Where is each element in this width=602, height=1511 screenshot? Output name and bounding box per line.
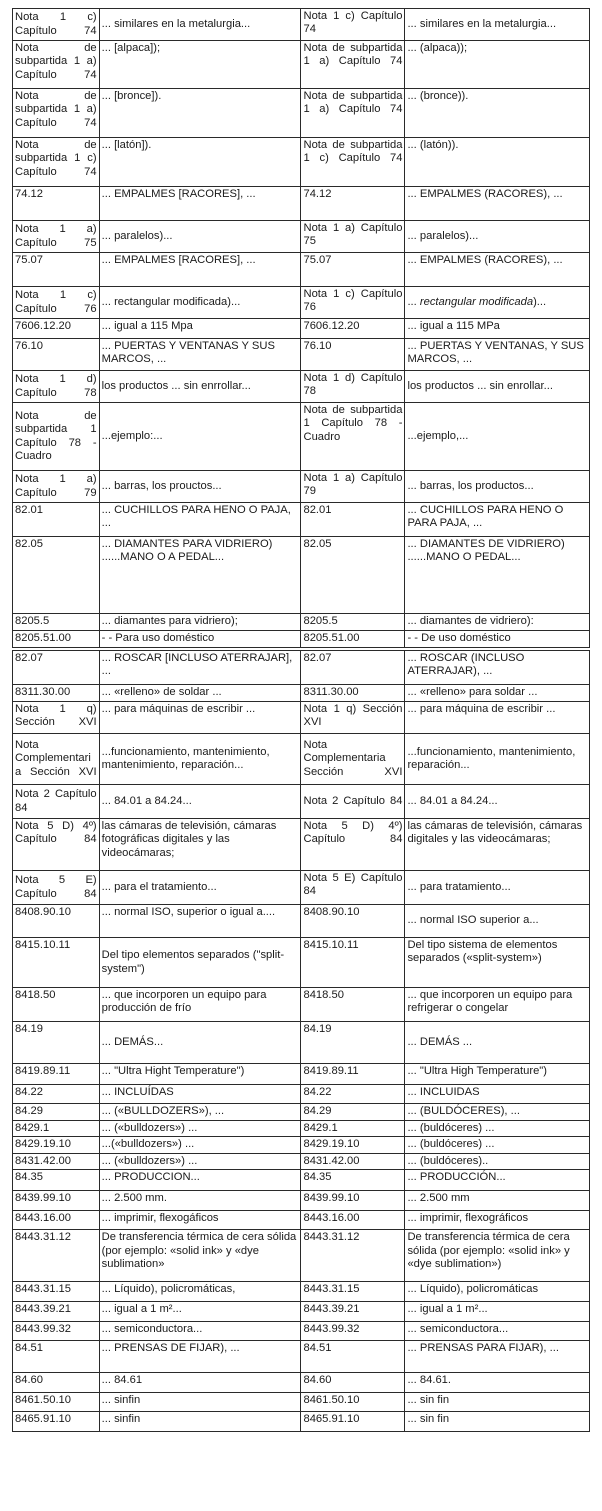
corrected-text-cell: - - De uso doméstico [405, 631, 590, 648]
table-row [13, 819, 590, 871]
corrected-text-cell: ... Líquido), policromáticas [405, 1282, 590, 1302]
corrected-text-cell: ... normal ISO superior a... [405, 905, 590, 938]
original-reference-cell: 8429.19.10 [13, 1137, 100, 1153]
table-row [13, 905, 590, 938]
corrected-text-cell: ... EMPALMES (RACORES), ... [405, 253, 590, 287]
corrected-text-cell: ... EMPALMES (RACORES), ... [405, 187, 590, 221]
corrected-text-cell: ... "Ultra High Temperature") [405, 1064, 590, 1085]
original-text-cell: ... ROSCAR [INCLUSO ATERRAJAR], ... [99, 651, 301, 685]
table-row [13, 1302, 590, 1322]
corrected-text-cell: ... para máquina de escribir ... [405, 702, 590, 734]
corrected-reference-cell: 84.60 [301, 1373, 405, 1393]
table-row [13, 1121, 590, 1137]
table-row [13, 1170, 590, 1191]
original-text-cell: - - Para uso doméstico [99, 631, 301, 648]
table-row [13, 785, 590, 819]
table-row [13, 187, 590, 221]
original-text-cell: De transferencia térmica de cera sólida (por ejemplo: «solid ink» y «dye sublimation» [99, 1230, 301, 1282]
original-reference-cell: 8418.50 [13, 988, 100, 1022]
comparison-table-part-1 [12, 8, 590, 648]
corrected-reference-cell: 8461.50.10 [301, 1393, 405, 1412]
corrected-text-cell: ... igual a 1 m²... [405, 1302, 590, 1322]
corrected-text-cell: ...funcionamiento, mantenimiento, reparación... [405, 734, 590, 785]
original-text-cell: Del tipo elementos separados ("split-system") [99, 938, 301, 988]
corrected-reference-cell: 82.01 [301, 503, 405, 537]
original-reference-cell: 8419.89.11 [13, 1064, 100, 1085]
corrected-reference-cell: 82.05 [301, 537, 405, 614]
original-text-cell: ... para máquinas de escribir ... [99, 702, 301, 734]
corrected-text-cell: ... rectangular modificada)... [405, 287, 590, 319]
table-row [13, 1137, 590, 1153]
original-text-cell: ... igual a 1 m²... [99, 1302, 301, 1322]
original-reference-cell: Nota 1 c) Capítulo 74 [13, 9, 100, 41]
original-text-cell: ... similares en la metalurgia... [99, 9, 301, 41]
table-row [13, 1104, 590, 1121]
table-row [13, 537, 590, 614]
corrected-text-cell: De transferencia térmica de cera sólida (por ejemplo: «solid ink» y «dye sublimation») [405, 1230, 590, 1282]
original-reference-cell: Nota de subpartida 1 c) Capítulo 74 [13, 138, 100, 187]
corrected-reference-cell: 8205.5 [301, 614, 405, 631]
original-text-cell: ... Líquido), policromáticas, [99, 1282, 301, 1302]
table-row [13, 41, 590, 89]
original-reference-cell: 84.29 [13, 1104, 100, 1121]
corrected-reference-cell: 8443.16.00 [301, 1211, 405, 1230]
corrected-text-cell: ... PRENSAS PARA FIJAR), ... [405, 1341, 590, 1373]
corrected-reference-cell: 8431.42.00 [301, 1153, 405, 1169]
corrected-reference-cell: 7606.12.20 [301, 319, 405, 339]
corrected-reference-cell: 8415.10.11 [301, 938, 405, 988]
original-reference-cell: 8465.91.10 [13, 1412, 100, 1432]
original-text-cell: ... sinfin [99, 1393, 301, 1412]
corrected-reference-cell: Nota 1 c) Capítulo 74 [301, 9, 405, 41]
original-text-cell: ... «relleno» de soldar ... [99, 685, 301, 702]
corrected-reference-cell: 8439.99.10 [301, 1191, 405, 1211]
original-text-cell: ... INCLUÍDAS [99, 1085, 301, 1104]
original-reference-cell: Nota Complementaria Sección XVI [13, 734, 100, 785]
corrected-text-cell: ... imprimir, flexográficos [405, 1211, 590, 1230]
table-row [13, 471, 590, 503]
table-row [13, 319, 590, 339]
corrected-text-cell: ... diamantes de vidriero): [405, 614, 590, 631]
table-row [13, 138, 590, 187]
original-reference-cell: 8443.16.00 [13, 1211, 100, 1230]
corrected-text-cell: ... PUERTAS Y VENTANAS, Y SUS MARCOS, ... [405, 339, 590, 371]
table-row [13, 651, 590, 685]
original-text-cell: ... DEMÁS... [99, 1022, 301, 1064]
corrected-reference-cell: 84.19 [301, 1022, 405, 1064]
corrected-text-cell: ... 84.01 a 84.24... [405, 785, 590, 819]
original-text-cell: ... CUCHILLOS PARA HENO O PAJA, ... [99, 503, 301, 537]
original-text-cell: ... paralelos)... [99, 221, 301, 253]
original-text-cell: ... PRENSAS DE FIJAR), ... [99, 1341, 301, 1373]
corrected-text-cell: ... igual a 115 MPa [405, 319, 590, 339]
corrected-text-cell: ... DIAMANTES DE VIDRIERO) ......MANO O PEDAL... [405, 537, 590, 614]
original-text-cell: ... imprimir, flexogáficos [99, 1211, 301, 1230]
original-text-cell: ... [bronce]). [99, 89, 301, 138]
corrected-text-cell: ... paralelos)... [405, 221, 590, 253]
corrected-reference-cell: Nota de subpartida 1 a) Capítulo 74 [301, 89, 405, 138]
original-text-cell: ... semiconductora... [99, 1322, 301, 1341]
original-reference-cell: 8408.90.10 [13, 905, 100, 938]
corrected-reference-cell: 8205.51.00 [301, 631, 405, 648]
corrected-reference-cell: Nota 1 a) Capítulo 79 [301, 471, 405, 503]
original-reference-cell: 8443.99.32 [13, 1322, 100, 1341]
corrected-reference-cell: 8443.39.21 [301, 1302, 405, 1322]
original-reference-cell: 82.05 [13, 537, 100, 614]
table-row [13, 988, 590, 1022]
table-row [13, 614, 590, 631]
original-reference-cell: 7606.12.20 [13, 319, 100, 339]
corrected-text-cell: ... (buldóceres) ... [405, 1121, 590, 1137]
corrected-text-cell: ... «relleno» para soldar ... [405, 685, 590, 702]
table-row [13, 371, 590, 403]
original-reference-cell: Nota 5 E) Capítulo 84 [13, 871, 100, 905]
corrected-reference-cell: 8429.1 [301, 1121, 405, 1137]
corrected-text-cell: ... sin fin [405, 1412, 590, 1432]
corrected-reference-cell: 84.35 [301, 1170, 405, 1191]
corrected-text-cell: ... para tratamiento... [405, 871, 590, 905]
original-reference-cell: Nota 1 a) Capítulo 75 [13, 221, 100, 253]
corrected-reference-cell: Nota de subpartida 1 Capítulo 78 - Cuadro [301, 403, 405, 471]
corrected-text-cell: ... (alpaca)); [405, 41, 590, 89]
corrected-text-cell: ... sin fin [405, 1393, 590, 1412]
corrected-text-cell: ... (buldóceres).. [405, 1153, 590, 1169]
corrected-reference-cell: Nota 5 D) 4º) Capítulo 84 [301, 819, 405, 871]
original-reference-cell: 84.35 [13, 1170, 100, 1191]
table-body [13, 651, 590, 1432]
corrected-reference-cell: 8419.89.11 [301, 1064, 405, 1085]
table-row [13, 9, 590, 41]
corrected-text-cell: ... (latón)). [405, 138, 590, 187]
corrected-reference-cell: 8443.99.32 [301, 1322, 405, 1341]
table-row [13, 1373, 590, 1393]
original-reference-cell: Nota de subpartida 1 a) Capítulo 74 [13, 41, 100, 89]
corrected-text-cell: ... INCLUIDAS [405, 1085, 590, 1104]
original-reference-cell: 8439.99.10 [13, 1191, 100, 1211]
corrected-reference-cell: 8443.31.12 [301, 1230, 405, 1282]
corrected-text-cell: ... (buldóceres) ... [405, 1137, 590, 1153]
original-text-cell: las cámaras de televisión, cámaras fotográficas digitales y las videocámaras; [99, 819, 301, 871]
original-reference-cell: 84.51 [13, 1341, 100, 1373]
corrected-reference-cell: Nota 1 d) Capítulo 78 [301, 371, 405, 403]
corrected-reference-cell: 8465.91.10 [301, 1412, 405, 1432]
table-row [13, 1085, 590, 1104]
original-reference-cell: 8431.42.00 [13, 1153, 100, 1169]
corrected-text-cell: ... CUCHILLOS PARA HENO O PARA PAJA, ... [405, 503, 590, 537]
corrected-reference-cell: Nota de subpartida 1 a) Capítulo 74 [301, 41, 405, 89]
original-reference-cell: Nota 1 q) Sección XVI [13, 702, 100, 734]
original-text-cell: ... EMPALMES [RACORES], ... [99, 187, 301, 221]
corrected-text-cell: ... similares en la metalurgia... [405, 9, 590, 41]
corrected-reference-cell: 82.07 [301, 651, 405, 685]
original-reference-cell: Nota 1 d) Capítulo 78 [13, 371, 100, 403]
corrected-reference-cell: 75.07 [301, 253, 405, 287]
original-text-cell: ... («bulldozers») ... [99, 1121, 301, 1137]
original-text-cell: ... sinfin [99, 1412, 301, 1432]
corrected-reference-cell: Nota 5 E) Capítulo 84 [301, 871, 405, 905]
corrected-text-cell: ... (BULDÓCERES), ... [405, 1104, 590, 1121]
original-reference-cell: Nota 1 c) Capítulo 76 [13, 287, 100, 319]
corrected-reference-cell: Nota de subpartida 1 c) Capítulo 74 [301, 138, 405, 187]
table-row [13, 1191, 590, 1211]
original-reference-cell: 76.10 [13, 339, 100, 371]
corrected-reference-cell: 76.10 [301, 339, 405, 371]
corrected-text-cell: ... ROSCAR (INCLUSO ATERRAJAR), ... [405, 651, 590, 685]
corrected-text-cell: los productos ... sin enrollar... [405, 371, 590, 403]
original-reference-cell: 8461.50.10 [13, 1393, 100, 1412]
corrected-reference-cell: 84.22 [301, 1085, 405, 1104]
original-text-cell: ... "Ultra Hight Temperature") [99, 1064, 301, 1085]
original-reference-cell: 84.22 [13, 1085, 100, 1104]
original-text-cell: ... 84.01 a 84.24... [99, 785, 301, 819]
table-row [13, 1153, 590, 1169]
original-reference-cell: 84.60 [13, 1373, 100, 1393]
table-row [13, 1022, 590, 1064]
corrected-text-cell: ... PRODUCCIÓN... [405, 1170, 590, 1191]
original-text-cell: ... («BULLDOZERS»), ... [99, 1104, 301, 1121]
original-reference-cell: Nota 1 a) Capítulo 79 [13, 471, 100, 503]
corrected-text-cell: ... DEMÁS ... [405, 1022, 590, 1064]
table-row [13, 1211, 590, 1230]
original-reference-cell: 8429.1 [13, 1121, 100, 1137]
corrected-text-cell: ... (bronce)). [405, 89, 590, 138]
corrected-reference-cell: 8311.30.00 [301, 685, 405, 702]
original-text-cell: ... que incorporen un equipo para producción de frío [99, 988, 301, 1022]
original-reference-cell: Nota 5 D) 4º) Capítulo 84 [13, 819, 100, 871]
original-text-cell: ... PRODUCCION... [99, 1170, 301, 1191]
original-reference-cell: 8205.51.00 [13, 631, 100, 648]
table-row [13, 287, 590, 319]
table-row [13, 938, 590, 988]
original-text-cell: ... DIAMANTES PARA VIDRIERO) ......MANO O A PEDAL... [99, 537, 301, 614]
original-reference-cell: Nota 2 Capítulo 84 [13, 785, 100, 819]
table-row [13, 1341, 590, 1373]
corrected-reference-cell: Nota 1 q) Sección XVI [301, 702, 405, 734]
table-row [13, 503, 590, 537]
table-row [13, 702, 590, 734]
table-row [13, 403, 590, 471]
original-text-cell: ... 84.61 [99, 1373, 301, 1393]
original-reference-cell: 82.07 [13, 651, 100, 685]
original-text-cell: ... («bulldozers») ... [99, 1153, 301, 1169]
corrected-text-cell: ...ejemplo,... [405, 403, 590, 471]
original-reference-cell: 82.01 [13, 503, 100, 537]
corrected-text-cell: las cámaras de televisión, cámaras digitales y las videocámaras; [405, 819, 590, 871]
original-reference-cell: 8443.31.12 [13, 1230, 100, 1282]
original-text-cell: ... normal ISO, superior o igual a.... [99, 905, 301, 938]
original-reference-cell: 8443.31.15 [13, 1282, 100, 1302]
original-text-cell: ...(«bulldozers») ... [99, 1137, 301, 1153]
corrected-text-cell: ... barras, los productos... [405, 471, 590, 503]
original-text-cell: los productos ... sin enrrollar... [99, 371, 301, 403]
table-row [13, 1064, 590, 1085]
table-row [13, 1282, 590, 1302]
original-text-cell: ... [alpaca]); [99, 41, 301, 89]
original-text-cell: ... [latón]). [99, 138, 301, 187]
original-reference-cell: 74.12 [13, 187, 100, 221]
original-text-cell: ... EMPALMES [RACORES], ... [99, 253, 301, 287]
table-row [13, 221, 590, 253]
original-text-cell: ... igual a 115 Mpa [99, 319, 301, 339]
table-body [13, 9, 590, 648]
original-text-cell: ... 2.500 mm. [99, 1191, 301, 1211]
table-row [13, 1393, 590, 1412]
table-row [13, 253, 590, 287]
original-text-cell: ...ejemplo:... [99, 403, 301, 471]
corrected-reference-cell: 8429.19.10 [301, 1137, 405, 1153]
table-row [13, 631, 590, 648]
italic-term: rectangular modificada [419, 295, 534, 308]
original-reference-cell: 8415.10.11 [13, 938, 100, 988]
corrected-text-cell: ... 84.61. [405, 1373, 590, 1393]
original-text-cell: ... diamantes para vidriero); [99, 614, 301, 631]
original-text-cell: ... PUERTAS Y VENTANAS Y SUS MARCOS, ... [99, 339, 301, 371]
corrected-text-cell: ... 2.500 mm [405, 1191, 590, 1211]
original-reference-cell: 8443.39.21 [13, 1302, 100, 1322]
table-row [13, 734, 590, 785]
table-row [13, 871, 590, 905]
table-row [13, 685, 590, 702]
original-text-cell: ... barras, los prouctos... [99, 471, 301, 503]
table-row [13, 1412, 590, 1432]
original-text-cell: ...funcionamiento, mantenimiento, mantenimiento, reparación... [99, 734, 301, 785]
corrected-reference-cell: Nota 1 c) Capítulo 76 [301, 287, 405, 319]
original-reference-cell: 8311.30.00 [13, 685, 100, 702]
corrected-reference-cell: Nota 2 Capítulo 84 [301, 785, 405, 819]
corrected-reference-cell: Nota Complementaria Sección XVI [301, 734, 405, 785]
original-text-cell: ... rectangular modificada)... [99, 287, 301, 319]
corrected-reference-cell: 84.29 [301, 1104, 405, 1121]
table-row [13, 1322, 590, 1341]
original-reference-cell: 84.19 [13, 1022, 100, 1064]
corrected-text-cell: Del tipo sistema de elementos separados («split-system») [405, 938, 590, 988]
table-row [13, 339, 590, 371]
original-reference-cell: Nota de subpartida 1 a) Capítulo 74 [13, 89, 100, 138]
original-reference-cell: Nota de subpartida 1 Capítulo 78 - Cuadro [13, 403, 100, 471]
original-reference-cell: 8205.5 [13, 614, 100, 631]
corrected-reference-cell: 8443.31.15 [301, 1282, 405, 1302]
corrected-reference-cell: 8408.90.10 [301, 905, 405, 938]
corrected-reference-cell: Nota 1 a) Capítulo 75 [301, 221, 405, 253]
original-reference-cell: 75.07 [13, 253, 100, 287]
corrected-text-cell: ... que incorporen un equipo para refrigerar o congelar [405, 988, 590, 1022]
table-row [13, 89, 590, 138]
original-text-cell: ... para el tratamiento... [99, 871, 301, 905]
corrected-text-cell: ... semiconductora... [405, 1322, 590, 1341]
corrected-reference-cell: 74.12 [301, 187, 405, 221]
comparison-table-part-2 [12, 650, 590, 1432]
corrected-reference-cell: 8418.50 [301, 988, 405, 1022]
corrected-reference-cell: 84.51 [301, 1341, 405, 1373]
table-row [13, 1230, 590, 1282]
